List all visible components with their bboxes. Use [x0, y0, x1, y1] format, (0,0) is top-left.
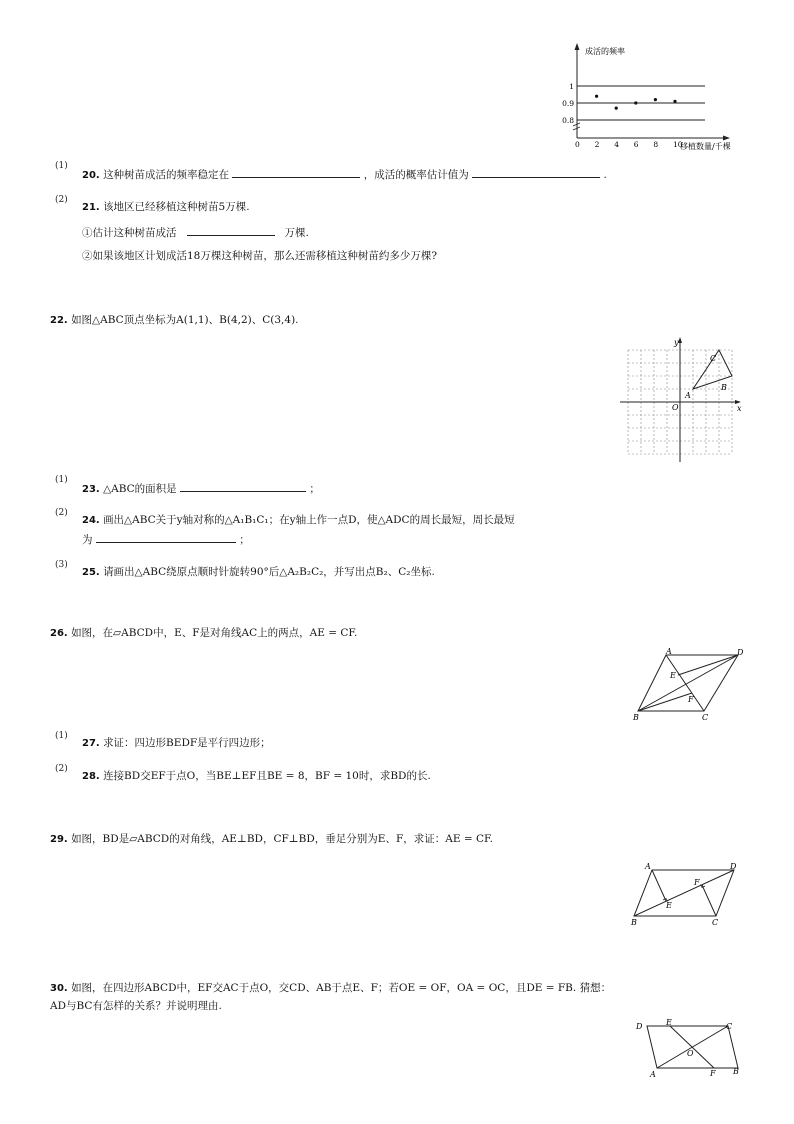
q27-text: 求证：四边形BEDF是平行四边形；: [103, 737, 271, 749]
q23-number: 23.: [82, 484, 100, 495]
q29: [50, 831, 493, 848]
fig30-label-c: C: [726, 1022, 733, 1031]
q28: [82, 768, 431, 785]
q21-line1-b: 万棵.: [284, 227, 309, 239]
grid-label-o: O: [672, 403, 679, 412]
q23-part: (1): [55, 475, 68, 485]
chart-ytick-label: 0.9: [562, 99, 574, 108]
q24: [82, 512, 515, 529]
q21-number: 21.: [82, 202, 100, 213]
fig26-label-a: A: [666, 647, 672, 656]
q26: [50, 625, 357, 642]
parallelogram-figure-26: [630, 645, 755, 725]
fig26-label-b: B: [633, 713, 639, 722]
q23-blank[interactable]: [180, 479, 306, 492]
chart-point: [595, 95, 598, 98]
q21-text: 该地区已经移植这种树苗5万棵.: [103, 201, 250, 213]
grid-label-a: A: [685, 391, 691, 400]
chart-xtick-label: 4: [614, 140, 619, 149]
q24-part: (2): [55, 508, 68, 518]
grid-label-y: y: [674, 338, 679, 347]
q23-text-b: ；: [309, 483, 320, 495]
q30-number: 30.: [50, 983, 68, 994]
q25-part: (3): [55, 560, 68, 570]
q26-text: 如图，在▱ABCD中，E、F是对角线AC上的两点，AE = CF.: [71, 627, 358, 639]
fig29-label-a: A: [645, 862, 651, 871]
q24-text2-a: 为: [82, 534, 93, 546]
fig30-label-f: F: [710, 1069, 716, 1078]
fig30-label-e: E: [666, 1018, 672, 1027]
chart-point: [654, 98, 657, 101]
q28-part: (2): [55, 764, 68, 774]
chart-xtick-label: 6: [633, 140, 639, 149]
q30: [50, 980, 611, 997]
diagonal-ac: [666, 655, 704, 711]
fig26-label-e: E: [670, 671, 676, 680]
chart-xtick-label: 2: [594, 140, 600, 149]
q24-number: 24.: [82, 515, 100, 526]
q20-blank-2[interactable]: [472, 165, 600, 178]
q20-text-c: .: [603, 169, 607, 181]
q27: [82, 735, 271, 752]
fig29-label-f: F: [694, 878, 700, 887]
q20-blank-1[interactable]: [232, 165, 360, 178]
q24-blank[interactable]: [96, 530, 236, 543]
q23: [82, 479, 320, 498]
q29-text: 如图，BD是▱ABCD的对角线，AE⊥BD，CF⊥BD，垂足分别为E、F，求证：AE = CF.: [71, 833, 493, 845]
quadrilateral-figure-30: [632, 1018, 747, 1080]
fig29-label-d: D: [730, 862, 737, 871]
chart-point: [634, 101, 637, 104]
q24-text2-b: ；: [239, 534, 250, 546]
q23-text-a: △ABC的面积是: [103, 483, 177, 495]
q28-number: 28.: [82, 771, 100, 782]
q20-text-b: ，成活的概率估计值为: [363, 169, 469, 181]
q25-number: 25.: [82, 567, 100, 578]
chart-y-arrow: [575, 43, 580, 50]
q25: [82, 564, 435, 581]
fig29-label-b: B: [631, 918, 637, 927]
chart-xtick-label: 0: [575, 140, 580, 149]
q21-blank[interactable]: [187, 223, 275, 236]
perp-cf: [702, 885, 716, 916]
q21-line2: ②如果该地区计划成活18万棵这种树苗，那么还需移植这种树苗约多少万棵?: [82, 250, 437, 262]
q28-text: 连接BD交EF于点O，当BE⊥EF且BE = 8，BF = 10时，求BD的长.: [103, 770, 431, 782]
chart-xtick-label: 10: [673, 140, 683, 149]
chart-xtick-label: 8: [653, 140, 659, 149]
grid-label-c: C: [710, 354, 717, 363]
q21-part: (2): [55, 195, 68, 205]
q22: [50, 312, 299, 329]
q21-line1: [82, 223, 309, 241]
q24-text: 画出△ABC关于y轴对称的△A₁B₁C₁；在y轴上作一点D，使△ADC的周长最短，周长最短: [103, 514, 515, 526]
q20: [82, 165, 607, 184]
fig29-label-e: E: [666, 901, 672, 910]
grid-label-b: B: [721, 383, 727, 392]
chart-xlabel: 移植数量/千棵: [680, 142, 731, 151]
q30-text: 如图，在四边形ABCD中，EF交AC于点O，交CD、AB于点E、F；若OE = OF，OA = OC，且DE = FB. 猜想：: [71, 982, 612, 994]
coordinate-grid-figure: [620, 336, 745, 464]
q21-line1-a: ①估计这种树苗成活: [82, 227, 177, 239]
chart-ytick-label: 0.8: [562, 116, 574, 125]
parallelogram-figure-29: [628, 858, 748, 928]
q27-number: 27.: [82, 738, 100, 749]
grid-label-x: x: [737, 404, 742, 413]
q29-number: 29.: [50, 834, 68, 845]
fig30-label-o: O: [687, 1049, 694, 1058]
fig26-label-d: D: [737, 648, 744, 657]
q24-line2: [82, 530, 250, 548]
chart-point: [673, 100, 676, 103]
chart-ytick-label: 1: [569, 82, 574, 91]
q20-text-a: 这种树苗成活的频率稳定在: [103, 169, 230, 181]
q27-part: (1): [55, 731, 68, 741]
perp-ae: [652, 870, 666, 901]
q22-number: 22.: [50, 315, 68, 326]
q20-part: (1): [55, 161, 68, 171]
fig29-label-c: C: [712, 918, 719, 927]
fig26-label-f: F: [688, 695, 694, 704]
q30-line2: AD与BC有怎样的关系？并说明理由.: [50, 1000, 222, 1012]
grid-y-arrow: [678, 337, 682, 343]
fig30-label-d: D: [636, 1022, 643, 1031]
segment-ef: [670, 1026, 714, 1068]
chart-x-arrow: [723, 136, 730, 141]
chart-point: [615, 107, 618, 110]
fig30-label-a: A: [650, 1070, 656, 1079]
frequency-chart: [560, 40, 750, 155]
q25-text: 请画出△ABC绕原点顺时针旋转90°后△A₂B₂C₂，并写出点B₂、C₂坐标.: [103, 566, 435, 578]
q26-number: 26.: [50, 628, 68, 639]
chart-ylabel: 成活的频率: [585, 47, 625, 56]
fig30-label-b: B: [733, 1067, 739, 1076]
q20-number: 20.: [82, 170, 100, 181]
fig26-label-c: C: [702, 713, 709, 722]
q21: [82, 199, 250, 216]
q22-text: 如图△ABC顶点坐标为A(1,1)、B(4,2)、C(3,4).: [71, 314, 299, 326]
